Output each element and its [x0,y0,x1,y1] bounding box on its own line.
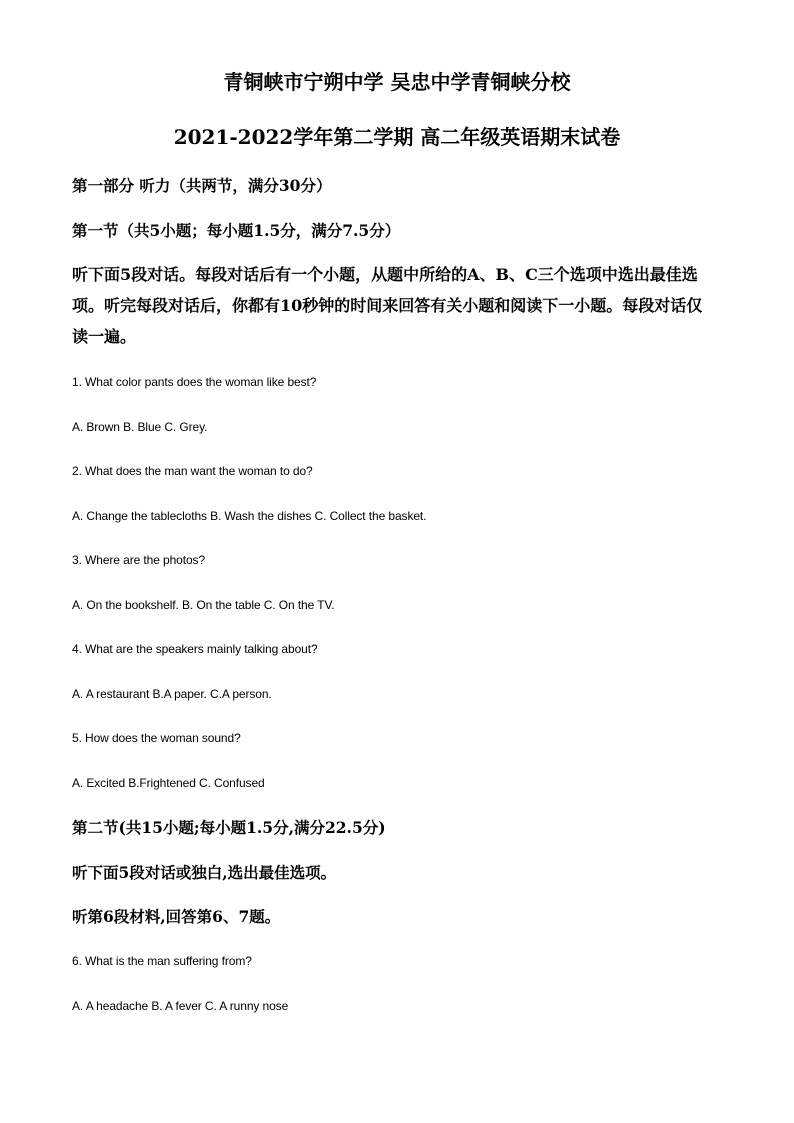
question-6: 6. What is the man suffering from? [72,954,252,968]
section2-heading: 第二节(共15小题;每小题1.5分,满分22.5分) [72,818,386,837]
question-2: 2. What does the man want the woman to do? [72,464,313,478]
school-title: 青铜峡市宁朔中学 吴忠中学青铜峡分校 [223,70,571,94]
section2-instructions: 听下面5段对话或独白,选出最佳选项。 [72,863,337,882]
question-3: 3. Where are the photos? [72,553,206,567]
question-4-options: A. A restaurant B.A paper. C.A person. [72,687,272,701]
material-6-heading: 听第6段材料,回答第6、7题。 [72,907,281,926]
instructions-line: 项。听完每段对话后，你都有10秒钟的时间来回答有关小题和阅读下一小题。每段对话仅 [72,296,703,315]
question-1: 1. What color pants does the woman like best? [72,375,317,389]
section1-instructions [72,259,722,352]
part1-heading: 第一部分 听力（共两节，满分30分） [72,176,332,195]
exam-title: 2021-2022学年第二学期 高二年级英语期末试卷 [173,125,621,149]
question-3-options: A. On the bookshelf. B. On the table C. On the TV. [72,598,335,612]
question-5: 5. How does the woman sound? [72,731,241,745]
question-1-options: A. Brown B. Blue C. Grey. [72,420,208,434]
instructions-line: 读一遍。 [72,327,137,346]
question-2-options: A. Change the tablecloths B. Wash the dishes C. Collect the basket. [72,509,427,523]
question-6-options: A. A headache B. A fever C. A runny nose [72,999,289,1013]
instructions-line: 听下面5段对话。每段对话后有一个小题，从题中所给的A、B、C三个选项中选出最佳选 [72,265,698,284]
question-4: 4. What are the speakers mainly talking about? [72,642,318,656]
section1-heading: 第一节（共5小题；每小题1.5分，满分7.5分） [72,221,401,240]
question-5-options: A. Excited B.Frightened C. Confused [72,776,265,790]
